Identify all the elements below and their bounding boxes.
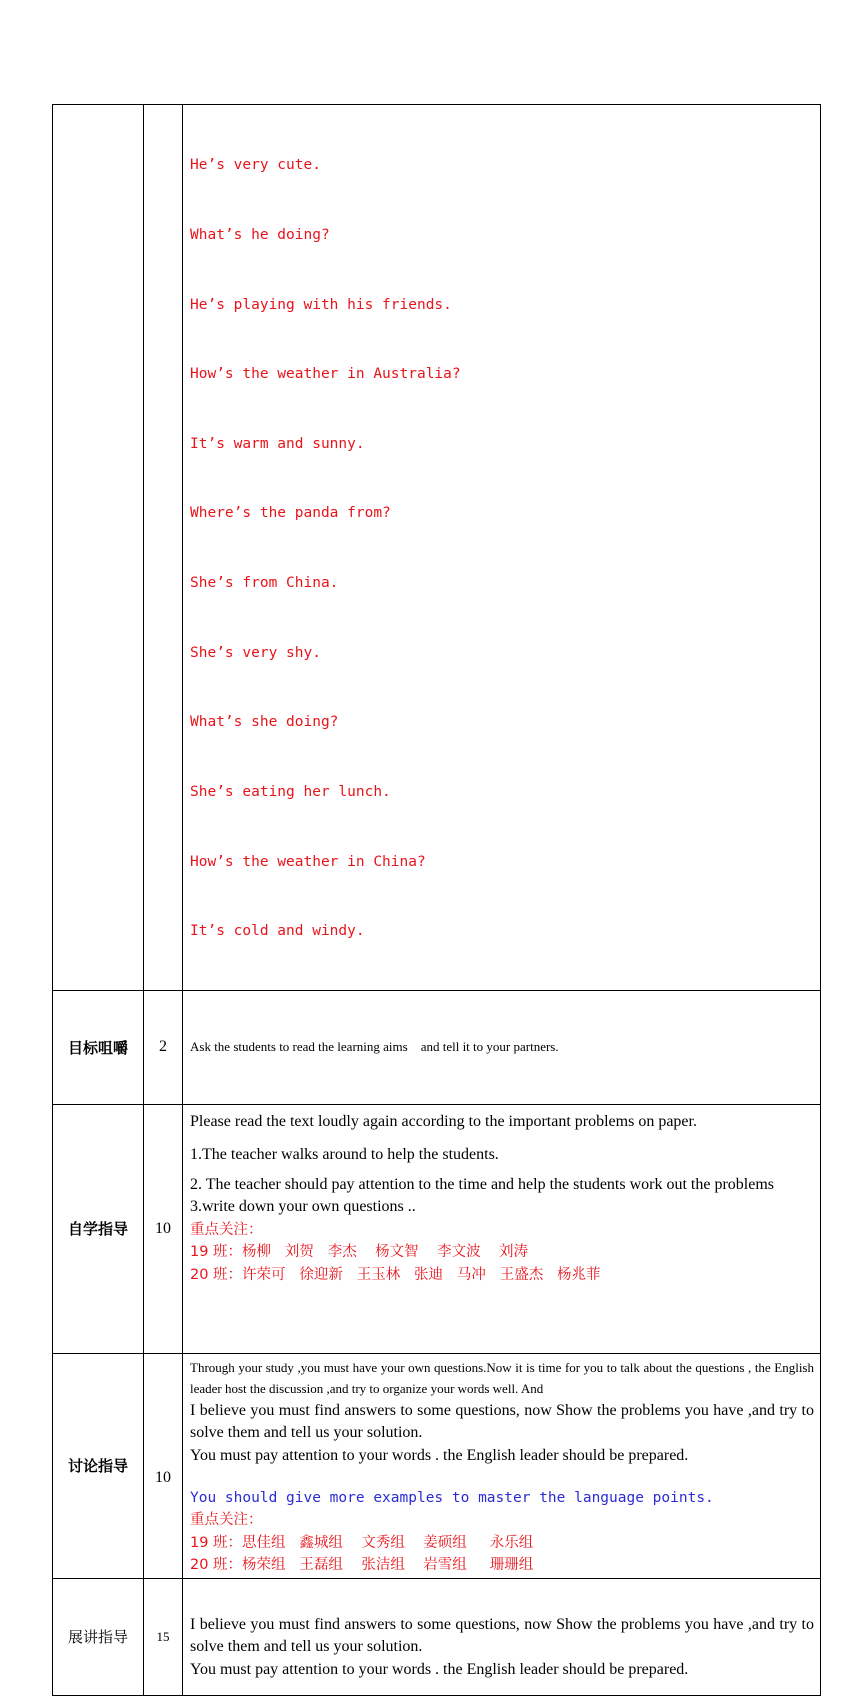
dialogue-line: She’s from China.: [190, 575, 339, 592]
discussion-paragraph: You must pay attention to your words . the English leader should be prepared.: [190, 1446, 689, 1464]
dialogue-line: Where’s the panda from?: [190, 505, 391, 522]
presentation-paragraph: You must pay attention to your words . the English leader should be prepared.: [190, 1660, 689, 1678]
stage-cell: [53, 105, 144, 991]
dialogue-line: She’s very shy.: [190, 644, 321, 661]
content-cell: [183, 105, 821, 991]
minutes-cell: 10: [144, 1104, 183, 1353]
content-cell: [183, 1353, 821, 1578]
focus-class-19: 19 班：思佳组 鑫城组 文秀组 姜硕组 永乐组: [190, 1534, 534, 1551]
content-cell: [183, 1578, 821, 1695]
dialogue-line: He’s very cute.: [190, 157, 321, 174]
focus-title: 重点关注：: [190, 1512, 263, 1529]
dialogue-line: He’s playing with his friends.: [190, 296, 452, 313]
dialogue-line: She’s eating her lunch.: [190, 783, 391, 800]
minutes-cell: 15: [144, 1578, 183, 1695]
stage-cell: 讨论指导: [53, 1353, 144, 1578]
focus-class-20: 20 班：杨荣组 王磊组 张洁组 岩雪组 珊珊组: [190, 1557, 534, 1574]
minutes-cell: [144, 105, 183, 991]
content-cell: [183, 990, 821, 1104]
focus-class-19: 19 班：杨柳 刘贺 李杰 杨文智 李文波 刘涛: [190, 1244, 529, 1261]
table-row: [53, 1578, 821, 1695]
dialogue-line: What’s she doing?: [190, 714, 339, 731]
dialogue-line: How’s the weather in Australia?: [190, 366, 461, 383]
stage-cell: 展讲指导: [53, 1578, 144, 1695]
dialogue-line: What’s he doing?: [190, 227, 330, 244]
lesson-plan-table: [52, 104, 821, 1696]
examples-line: You should give more examples to master the language points.: [190, 1490, 714, 1507]
table-row: [53, 990, 821, 1104]
instruction-line: 1.The teacher walks around to help the students.: [190, 1146, 499, 1164]
table-row: [53, 1353, 821, 1578]
stage-cell: 自学指导: [53, 1104, 144, 1353]
table-row: [53, 1104, 821, 1353]
instruction-line: 3.write down your own questions ..: [190, 1198, 416, 1216]
presentation-paragraph: I believe you must find answers to some questions, now Show the problems you have ,and try to solve them and tell us your solution.: [190, 1615, 814, 1656]
discussion-intro: Through your study ,you must have your own questions.Now it is time for you to talk about the questions , the English leader host the discussion ,and try to organize your words well. And: [190, 1359, 814, 1397]
dialogue-line: How’s the weather in China?: [190, 853, 426, 870]
dialogue-line: It’s cold and windy.: [190, 923, 365, 940]
instruction-line: Please read the text loudly again according to the important problems on paper.: [190, 1112, 697, 1130]
focus-title: 重点关注：: [190, 1221, 263, 1238]
stage-cell: 目标咀嚼: [53, 990, 144, 1104]
instruction-line: 2. The teacher should pay attention to the time and help the students work out the problems: [190, 1175, 775, 1193]
aims-text: Ask the students to read the learning aims and tell it to your partners.: [190, 1039, 559, 1055]
minutes-cell: 2: [144, 990, 183, 1104]
table-row: [53, 105, 821, 991]
focus-class-20: 20 班：许荣可 徐迎新 王玉林 张迪 马冲 王盛杰 杨兆菲: [190, 1266, 601, 1283]
minutes-cell: 10: [144, 1353, 183, 1578]
dialogue-block: [183, 105, 820, 990]
content-cell: [183, 1104, 821, 1353]
discussion-paragraph: I believe you must find answers to some questions, now Show the problems you have ,and try to solve them and tell us your solution.: [190, 1401, 814, 1442]
dialogue-line: It’s warm and sunny.: [190, 435, 365, 452]
